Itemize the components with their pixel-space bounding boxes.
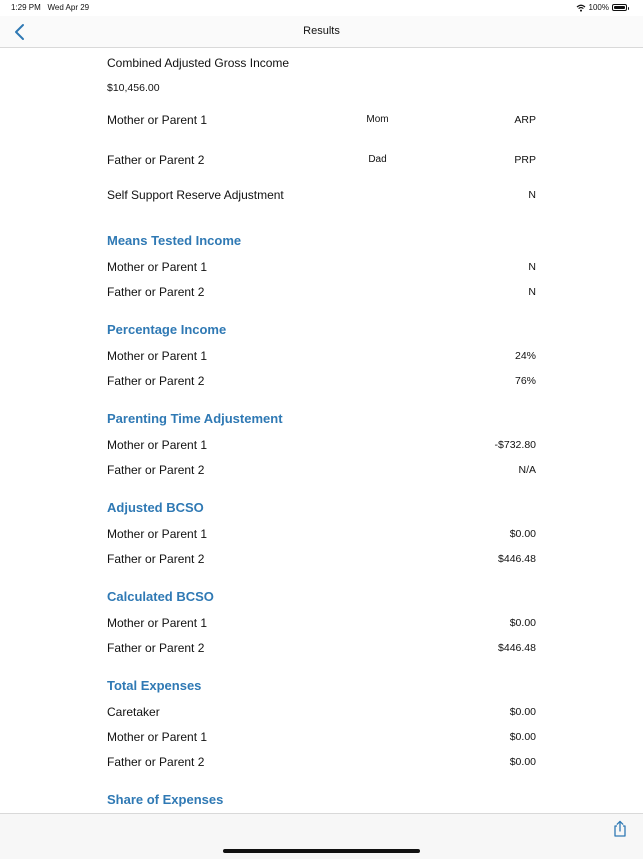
row-value: -$732.80 [494,439,536,451]
row-label: Mother or Parent 1 [107,527,208,541]
parent1-short: Mom [366,114,389,125]
row-label: Father or Parent 2 [107,755,205,769]
row-label: Mother or Parent 1 [107,260,208,274]
row-value: $0.00 [509,706,536,718]
row-value: $446.48 [498,553,536,565]
parent2-label: Father or Parent 2 [107,153,205,167]
section-title: Parenting Time Adjustement [107,411,283,426]
row-label: Mother or Parent 1 [107,730,208,744]
row-value: 76% [514,375,536,387]
row-value: $0.00 [509,731,536,743]
status-time-text: 1:29 PM [11,3,41,12]
row-value: N/A [518,464,536,476]
nav-bar [0,16,643,48]
row-value: N [528,286,536,298]
wifi-icon [576,4,586,12]
section-title: Share of Expenses [107,792,224,807]
section-title: Calculated BCSO [107,589,214,604]
status-time [11,3,89,12]
row-label: Caretaker [107,705,160,719]
row-label: Father or Parent 2 [107,463,205,477]
row-label: Mother or Parent 1 [107,349,208,363]
results-list[interactable] [0,47,643,813]
status-right [576,3,627,12]
share-icon[interactable] [612,820,628,838]
status-date-text: Wed Apr 29 [47,3,90,12]
row-label: Father or Parent 2 [107,285,205,299]
row-value: $0.00 [509,528,536,540]
section-title: Percentage Income [107,322,227,337]
home-indicator[interactable] [223,849,420,853]
section-title: Adjusted BCSO [107,500,204,515]
row-label: Father or Parent 2 [107,641,205,655]
row-value: N [528,261,536,273]
parent1-code: ARP [514,114,536,126]
row-label: Father or Parent 2 [107,374,205,388]
parent1-label: Mother or Parent 1 [107,113,208,127]
battery-icon [612,4,627,11]
row-label: Mother or Parent 1 [107,616,208,630]
row-value: $0.00 [509,617,536,629]
row-value: 24% [514,350,536,362]
parent2-code: PRP [514,154,536,166]
parent2-short: Dad [368,154,387,165]
combined-income-label: Combined Adjusted Gross Income [107,56,290,70]
row-value: $446.48 [498,642,536,654]
page-title: Results [303,25,340,37]
row-label: Father or Parent 2 [107,552,205,566]
battery-percent: 100% [588,3,609,12]
self-support-value: N [528,189,536,201]
row-label: Mother or Parent 1 [107,438,208,452]
self-support-label: Self Support Reserve Adjustment [107,188,284,202]
section-title: Total Expenses [107,678,202,693]
status-bar [0,0,643,16]
row-value: $0.00 [509,756,536,768]
section-title: Means Tested Income [107,233,242,248]
combined-income-value: $10,456.00 [107,82,160,94]
